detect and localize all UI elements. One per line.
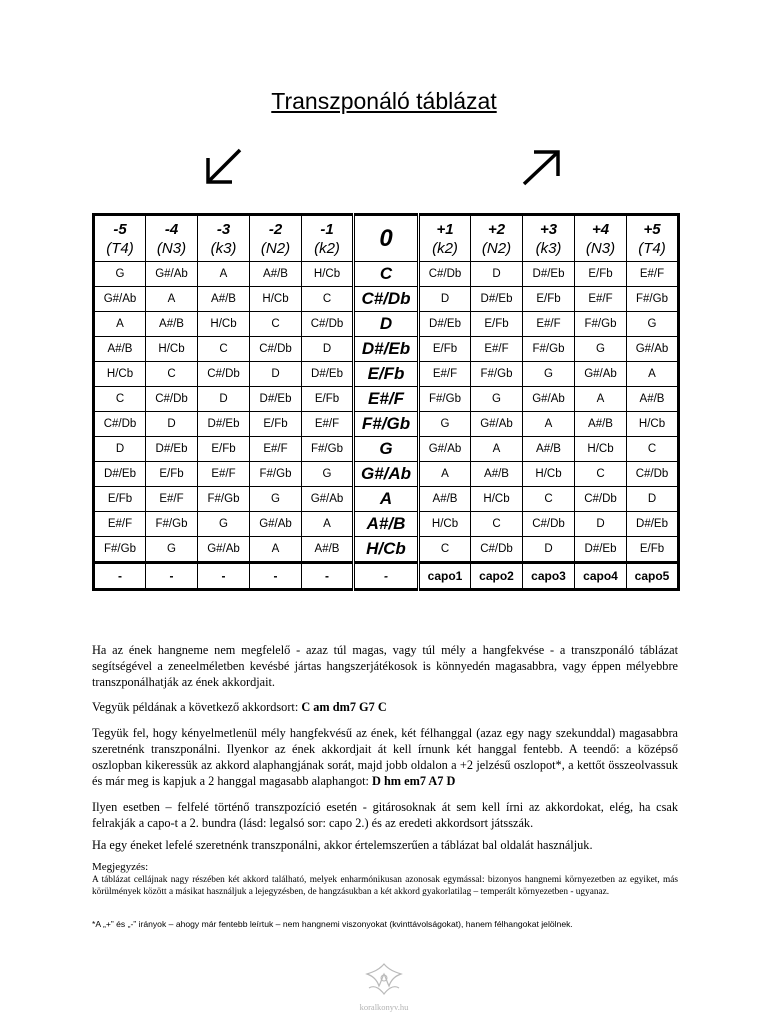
header-cell bbox=[471, 215, 523, 262]
chord-cell: D#/Eb bbox=[419, 312, 471, 337]
capo-cell: - bbox=[146, 563, 198, 590]
table-row bbox=[94, 437, 679, 462]
chord-cell: H/Cb bbox=[250, 287, 302, 312]
chord-cell: E#/F bbox=[523, 312, 575, 337]
chord-cell: E#/F bbox=[198, 462, 250, 487]
chord-cell: F#/Gb bbox=[523, 337, 575, 362]
chord-cell: G bbox=[94, 262, 146, 287]
chord-cell: E#/F bbox=[471, 337, 523, 362]
paragraph-capo: Ilyen esetben – felfelé történő transzpozíció esetén - gitárosoknak át sem kell írni az akkordokat, elég, ha csak felrakják a capo-t a 2. bundra (lásd: legalsó sor: capo 2.) és az eredeti akkordsort játsszák. bbox=[92, 800, 678, 830]
chord-cell: D bbox=[575, 512, 627, 537]
paragraph-example: Vegyük példának a következő akkordsort: C am dm7 G7 C bbox=[92, 700, 387, 714]
table-row bbox=[94, 312, 679, 337]
table-row bbox=[94, 487, 679, 512]
chord-cell: D#/Eb bbox=[146, 437, 198, 462]
footnote: *A „+” és „-” irányok – ahogy már fentebb leírtuk – nem hangnemi viszonyokat (kvinttávolságokat), hanem félhangokat jelölnek. bbox=[92, 919, 573, 929]
table-row bbox=[94, 512, 679, 537]
chord-cell: G bbox=[198, 512, 250, 537]
interval-name: (N2) bbox=[481, 239, 512, 257]
chord-cell: H/Cb bbox=[302, 262, 354, 287]
header-cell bbox=[523, 215, 575, 262]
header-cell bbox=[419, 215, 471, 262]
chord-cell: C bbox=[575, 462, 627, 487]
interval-label: +3 bbox=[539, 220, 558, 238]
chord-cell: E#/F bbox=[94, 512, 146, 537]
chord-cell: G#/Ab bbox=[250, 512, 302, 537]
chord-cell: A#/B bbox=[627, 387, 679, 412]
chord-cell: E#/F bbox=[575, 287, 627, 312]
chord-cell: C bbox=[627, 437, 679, 462]
header-cell bbox=[250, 215, 302, 262]
chord-cell: A bbox=[419, 462, 471, 487]
chord-cell: E/Fb bbox=[523, 287, 575, 312]
chord-cell: C bbox=[146, 362, 198, 387]
chord-cell: F#/Gb bbox=[198, 487, 250, 512]
capo-cell: capo4 bbox=[575, 563, 627, 590]
chord-cell: G#/Ab bbox=[146, 262, 198, 287]
chord-cell: A#/B bbox=[523, 437, 575, 462]
chord-cell: A bbox=[302, 512, 354, 537]
paragraph-explanation: Tegyük fel, hogy kényelmetlenül mély hangfekvésű az ének, két félhanggal (azaz egy nagy szekunddal) magasabbra szeretnénk transzponálni. Ilyenkor az ének akkordjait át kell írnunk két hanggal fentebb. A teendő: a középső oszlopban kikeressük az akkord alaphangjának sorát, majd jobb oldalon a +2 jelzésű oszlopot*, a kettőt összeolvassuk és már meg is kapjuk a 2 hanggal magasabb alaphangot: D hm em7 A7 D bbox=[92, 726, 678, 788]
chord-cell: H/Cb bbox=[198, 312, 250, 337]
site-logo bbox=[350, 962, 418, 1012]
chord-cell: C#/Db bbox=[627, 462, 679, 487]
chord-cell: A bbox=[471, 437, 523, 462]
chord-cell: F#/Gb bbox=[627, 287, 679, 312]
interval-label: -4 bbox=[164, 220, 179, 238]
table-row bbox=[94, 362, 679, 387]
chord-cell: E/Fb bbox=[419, 337, 471, 362]
chord-cell: E#/F bbox=[627, 262, 679, 287]
base-chord-cell: H/Cb bbox=[354, 537, 419, 563]
header-cell bbox=[575, 215, 627, 262]
chord-cell: D bbox=[471, 262, 523, 287]
page-title: Transzponáló táblázat bbox=[271, 88, 497, 114]
header-cell bbox=[198, 215, 250, 262]
notes-body: A táblázat cellájnak nagy részében két akkord található, melyek enharmónikusan azonosak egymással: bizonyos hangnemi környezetben az egyiket, más körülmények között a másikat használjuk a lejegyzésben, de hangzásukban a két akkord gyakorlatilag – temperált környezetben - ugyanaz. bbox=[92, 875, 678, 897]
chord-cell: H/Cb bbox=[575, 437, 627, 462]
chord-cell: E#/F bbox=[419, 362, 471, 387]
chord-cell: E/Fb bbox=[627, 537, 679, 563]
transposed-chords: D hm em7 A7 D bbox=[372, 774, 456, 788]
interval-label: -5 bbox=[113, 220, 127, 238]
chord-cell: C bbox=[302, 287, 354, 312]
chord-cell: D bbox=[419, 287, 471, 312]
chord-cell: G#/Ab bbox=[471, 412, 523, 437]
chord-cell: G#/Ab bbox=[419, 437, 471, 462]
chord-cell: A bbox=[575, 387, 627, 412]
table-row bbox=[94, 337, 679, 362]
chord-cell: C#/Db bbox=[146, 387, 198, 412]
chord-cell: E/Fb bbox=[146, 462, 198, 487]
chord-cell: D bbox=[250, 362, 302, 387]
paragraph-down: Ha egy éneket lefelé szeretnénk transzponálni, akkor értelemszerűen a táblázat bal oldalát használjuk. bbox=[92, 838, 593, 852]
interval-label: +4 bbox=[591, 220, 610, 238]
chord-cell: C#/Db bbox=[94, 412, 146, 437]
chord-cell: F#/Gb bbox=[302, 437, 354, 462]
base-chord-cell: A bbox=[354, 487, 419, 512]
capo-cell: - bbox=[198, 563, 250, 590]
chord-cell: F#/Gb bbox=[575, 312, 627, 337]
interval-name: (N3) bbox=[585, 239, 616, 257]
chord-cell: F#/Gb bbox=[250, 462, 302, 487]
base-chord-cell: D bbox=[354, 312, 419, 337]
chord-cell: H/Cb bbox=[627, 412, 679, 437]
paragraph-intro: Ha az ének hangneme nem megfelelő - azaz túl magas, vagy túl mély a hangfekvése - a transzponáló táblázat segítségével a zeneelméletben kevésbé jártas hangszerjátékosok is könnyedén magasabbra, vagy éppen mélyebbre transzponálhatják az ének akkordjait. bbox=[92, 643, 678, 689]
capo-row bbox=[94, 563, 679, 590]
ornament-logo-icon bbox=[359, 962, 409, 996]
chord-cell: D bbox=[627, 487, 679, 512]
chord-cell: C#/Db bbox=[250, 337, 302, 362]
chord-cell: A#/B bbox=[198, 287, 250, 312]
chord-cell: G bbox=[627, 312, 679, 337]
interval-name: (k2) bbox=[314, 239, 340, 257]
capo-cell: capo2 bbox=[471, 563, 523, 590]
chord-cell: H/Cb bbox=[146, 337, 198, 362]
interval-label: +1 bbox=[436, 220, 454, 238]
interval-name: (T4) bbox=[638, 239, 666, 257]
chord-cell: C bbox=[419, 537, 471, 563]
chord-cell: G#/Ab bbox=[94, 287, 146, 312]
chord-cell: D#/Eb bbox=[250, 387, 302, 412]
interval-label: 0 bbox=[379, 225, 393, 252]
chord-cell: D bbox=[94, 437, 146, 462]
base-chord-cell: C#/Db bbox=[354, 287, 419, 312]
chord-cell: G#/Ab bbox=[523, 387, 575, 412]
chord-cell: C#/Db bbox=[523, 512, 575, 537]
chord-cell: D#/Eb bbox=[523, 262, 575, 287]
logo-text: koralkonyv.hu bbox=[359, 1002, 409, 1012]
chord-cell: D#/Eb bbox=[627, 512, 679, 537]
chord-cell: C bbox=[94, 387, 146, 412]
chord-cell: C bbox=[198, 337, 250, 362]
interval-label: -3 bbox=[216, 220, 231, 238]
chord-cell: A bbox=[627, 362, 679, 387]
chord-cell: A bbox=[198, 262, 250, 287]
arrow-up-right-icon bbox=[518, 146, 564, 188]
chord-cell: A#/B bbox=[250, 262, 302, 287]
chord-cell: D#/Eb bbox=[198, 412, 250, 437]
chord-cell: A#/B bbox=[471, 462, 523, 487]
base-chord-cell: E#/F bbox=[354, 387, 419, 412]
chord-cell: G#/Ab bbox=[302, 487, 354, 512]
chord-cell: H/Cb bbox=[471, 487, 523, 512]
interval-name: (k3) bbox=[535, 239, 562, 257]
chord-cell: F#/Gb bbox=[94, 537, 146, 563]
chord-cell: E/Fb bbox=[471, 312, 523, 337]
chord-cell: G#/Ab bbox=[575, 362, 627, 387]
chord-cell: C#/Db bbox=[575, 487, 627, 512]
notes-title: Megjegyzés: bbox=[92, 861, 149, 873]
table-row bbox=[94, 537, 679, 563]
chord-cell: G#/Ab bbox=[627, 337, 679, 362]
table-row bbox=[94, 287, 679, 312]
capo-cell: capo5 bbox=[627, 563, 679, 590]
base-chord-cell: G#/Ab bbox=[354, 462, 419, 487]
capo-cell: - bbox=[94, 563, 146, 590]
capo-cell: - bbox=[250, 563, 302, 590]
capo-cell: - bbox=[302, 563, 354, 590]
chord-cell: A bbox=[146, 287, 198, 312]
table-row bbox=[94, 462, 679, 487]
table-row bbox=[94, 262, 679, 287]
header-cell bbox=[302, 215, 354, 262]
chord-cell: C bbox=[250, 312, 302, 337]
chord-cell: E#/F bbox=[250, 437, 302, 462]
chord-cell: G bbox=[575, 337, 627, 362]
chord-cell: H/Cb bbox=[419, 512, 471, 537]
chord-cell: D#/Eb bbox=[94, 462, 146, 487]
chord-cell: C bbox=[523, 487, 575, 512]
chord-cell: D bbox=[523, 537, 575, 563]
capo-cell: - bbox=[354, 563, 419, 590]
interval-name: (k3) bbox=[210, 239, 237, 257]
chord-cell: A#/B bbox=[419, 487, 471, 512]
transposition-table bbox=[92, 213, 680, 591]
chord-cell: E/Fb bbox=[198, 437, 250, 462]
arrow-down-left-icon bbox=[202, 146, 244, 188]
interval-name: (k2) bbox=[432, 239, 458, 257]
chord-cell: A bbox=[250, 537, 302, 563]
chord-cell: E/Fb bbox=[575, 262, 627, 287]
chord-cell: F#/Gb bbox=[146, 512, 198, 537]
chord-cell: G bbox=[419, 412, 471, 437]
chord-cell: E/Fb bbox=[94, 487, 146, 512]
header-cell bbox=[354, 215, 419, 262]
chord-cell: C#/Db bbox=[198, 362, 250, 387]
chord-cell: A#/B bbox=[302, 537, 354, 563]
chord-cell: G bbox=[146, 537, 198, 563]
chord-cell: D#/Eb bbox=[302, 362, 354, 387]
base-chord-cell: A#/B bbox=[354, 512, 419, 537]
base-chord-cell: G bbox=[354, 437, 419, 462]
chord-cell: A#/B bbox=[94, 337, 146, 362]
chord-cell: A bbox=[94, 312, 146, 337]
capo-cell: capo1 bbox=[419, 563, 471, 590]
chord-cell: H/Cb bbox=[523, 462, 575, 487]
chord-cell: G bbox=[302, 462, 354, 487]
base-chord-cell: D#/Eb bbox=[354, 337, 419, 362]
chord-cell: F#/Gb bbox=[419, 387, 471, 412]
chord-cell: A#/B bbox=[575, 412, 627, 437]
base-chord-cell: E/Fb bbox=[354, 362, 419, 387]
chord-cell: D bbox=[198, 387, 250, 412]
chord-cell: C bbox=[471, 512, 523, 537]
interval-name: (T4) bbox=[106, 239, 134, 257]
chord-cell: E/Fb bbox=[302, 387, 354, 412]
example-chords: C am dm7 G7 C bbox=[301, 700, 387, 714]
table-header-row bbox=[94, 215, 679, 262]
chord-cell: D bbox=[146, 412, 198, 437]
chord-cell: G bbox=[471, 387, 523, 412]
chord-cell: E/Fb bbox=[250, 412, 302, 437]
chord-cell: D#/Eb bbox=[471, 287, 523, 312]
notes bbox=[92, 861, 678, 898]
interval-label: +2 bbox=[487, 220, 506, 238]
interval-name: (N2) bbox=[260, 239, 291, 257]
chord-cell: E#/F bbox=[302, 412, 354, 437]
header-cell bbox=[146, 215, 198, 262]
chord-cell: C#/Db bbox=[302, 312, 354, 337]
chord-cell: D#/Eb bbox=[575, 537, 627, 563]
chord-cell: C#/Db bbox=[419, 262, 471, 287]
interval-label: -1 bbox=[320, 220, 334, 238]
chord-cell: G bbox=[250, 487, 302, 512]
chord-cell: G bbox=[523, 362, 575, 387]
chord-cell: G#/Ab bbox=[198, 537, 250, 563]
table-row bbox=[94, 412, 679, 437]
interval-label: +5 bbox=[643, 220, 661, 238]
chord-cell: H/Cb bbox=[94, 362, 146, 387]
chord-cell: A bbox=[523, 412, 575, 437]
chord-cell: C#/Db bbox=[471, 537, 523, 563]
chord-cell: F#/Gb bbox=[471, 362, 523, 387]
base-chord-cell: F#/Gb bbox=[354, 412, 419, 437]
interval-label: -2 bbox=[268, 220, 283, 238]
chord-cell: A#/B bbox=[146, 312, 198, 337]
interval-name: (N3) bbox=[156, 239, 187, 257]
capo-cell: capo3 bbox=[523, 563, 575, 590]
chord-cell: E#/F bbox=[146, 487, 198, 512]
chord-cell: D bbox=[302, 337, 354, 362]
base-chord-cell: C bbox=[354, 262, 419, 287]
header-cell bbox=[94, 215, 146, 262]
header-cell bbox=[627, 215, 679, 262]
table-row bbox=[94, 387, 679, 412]
